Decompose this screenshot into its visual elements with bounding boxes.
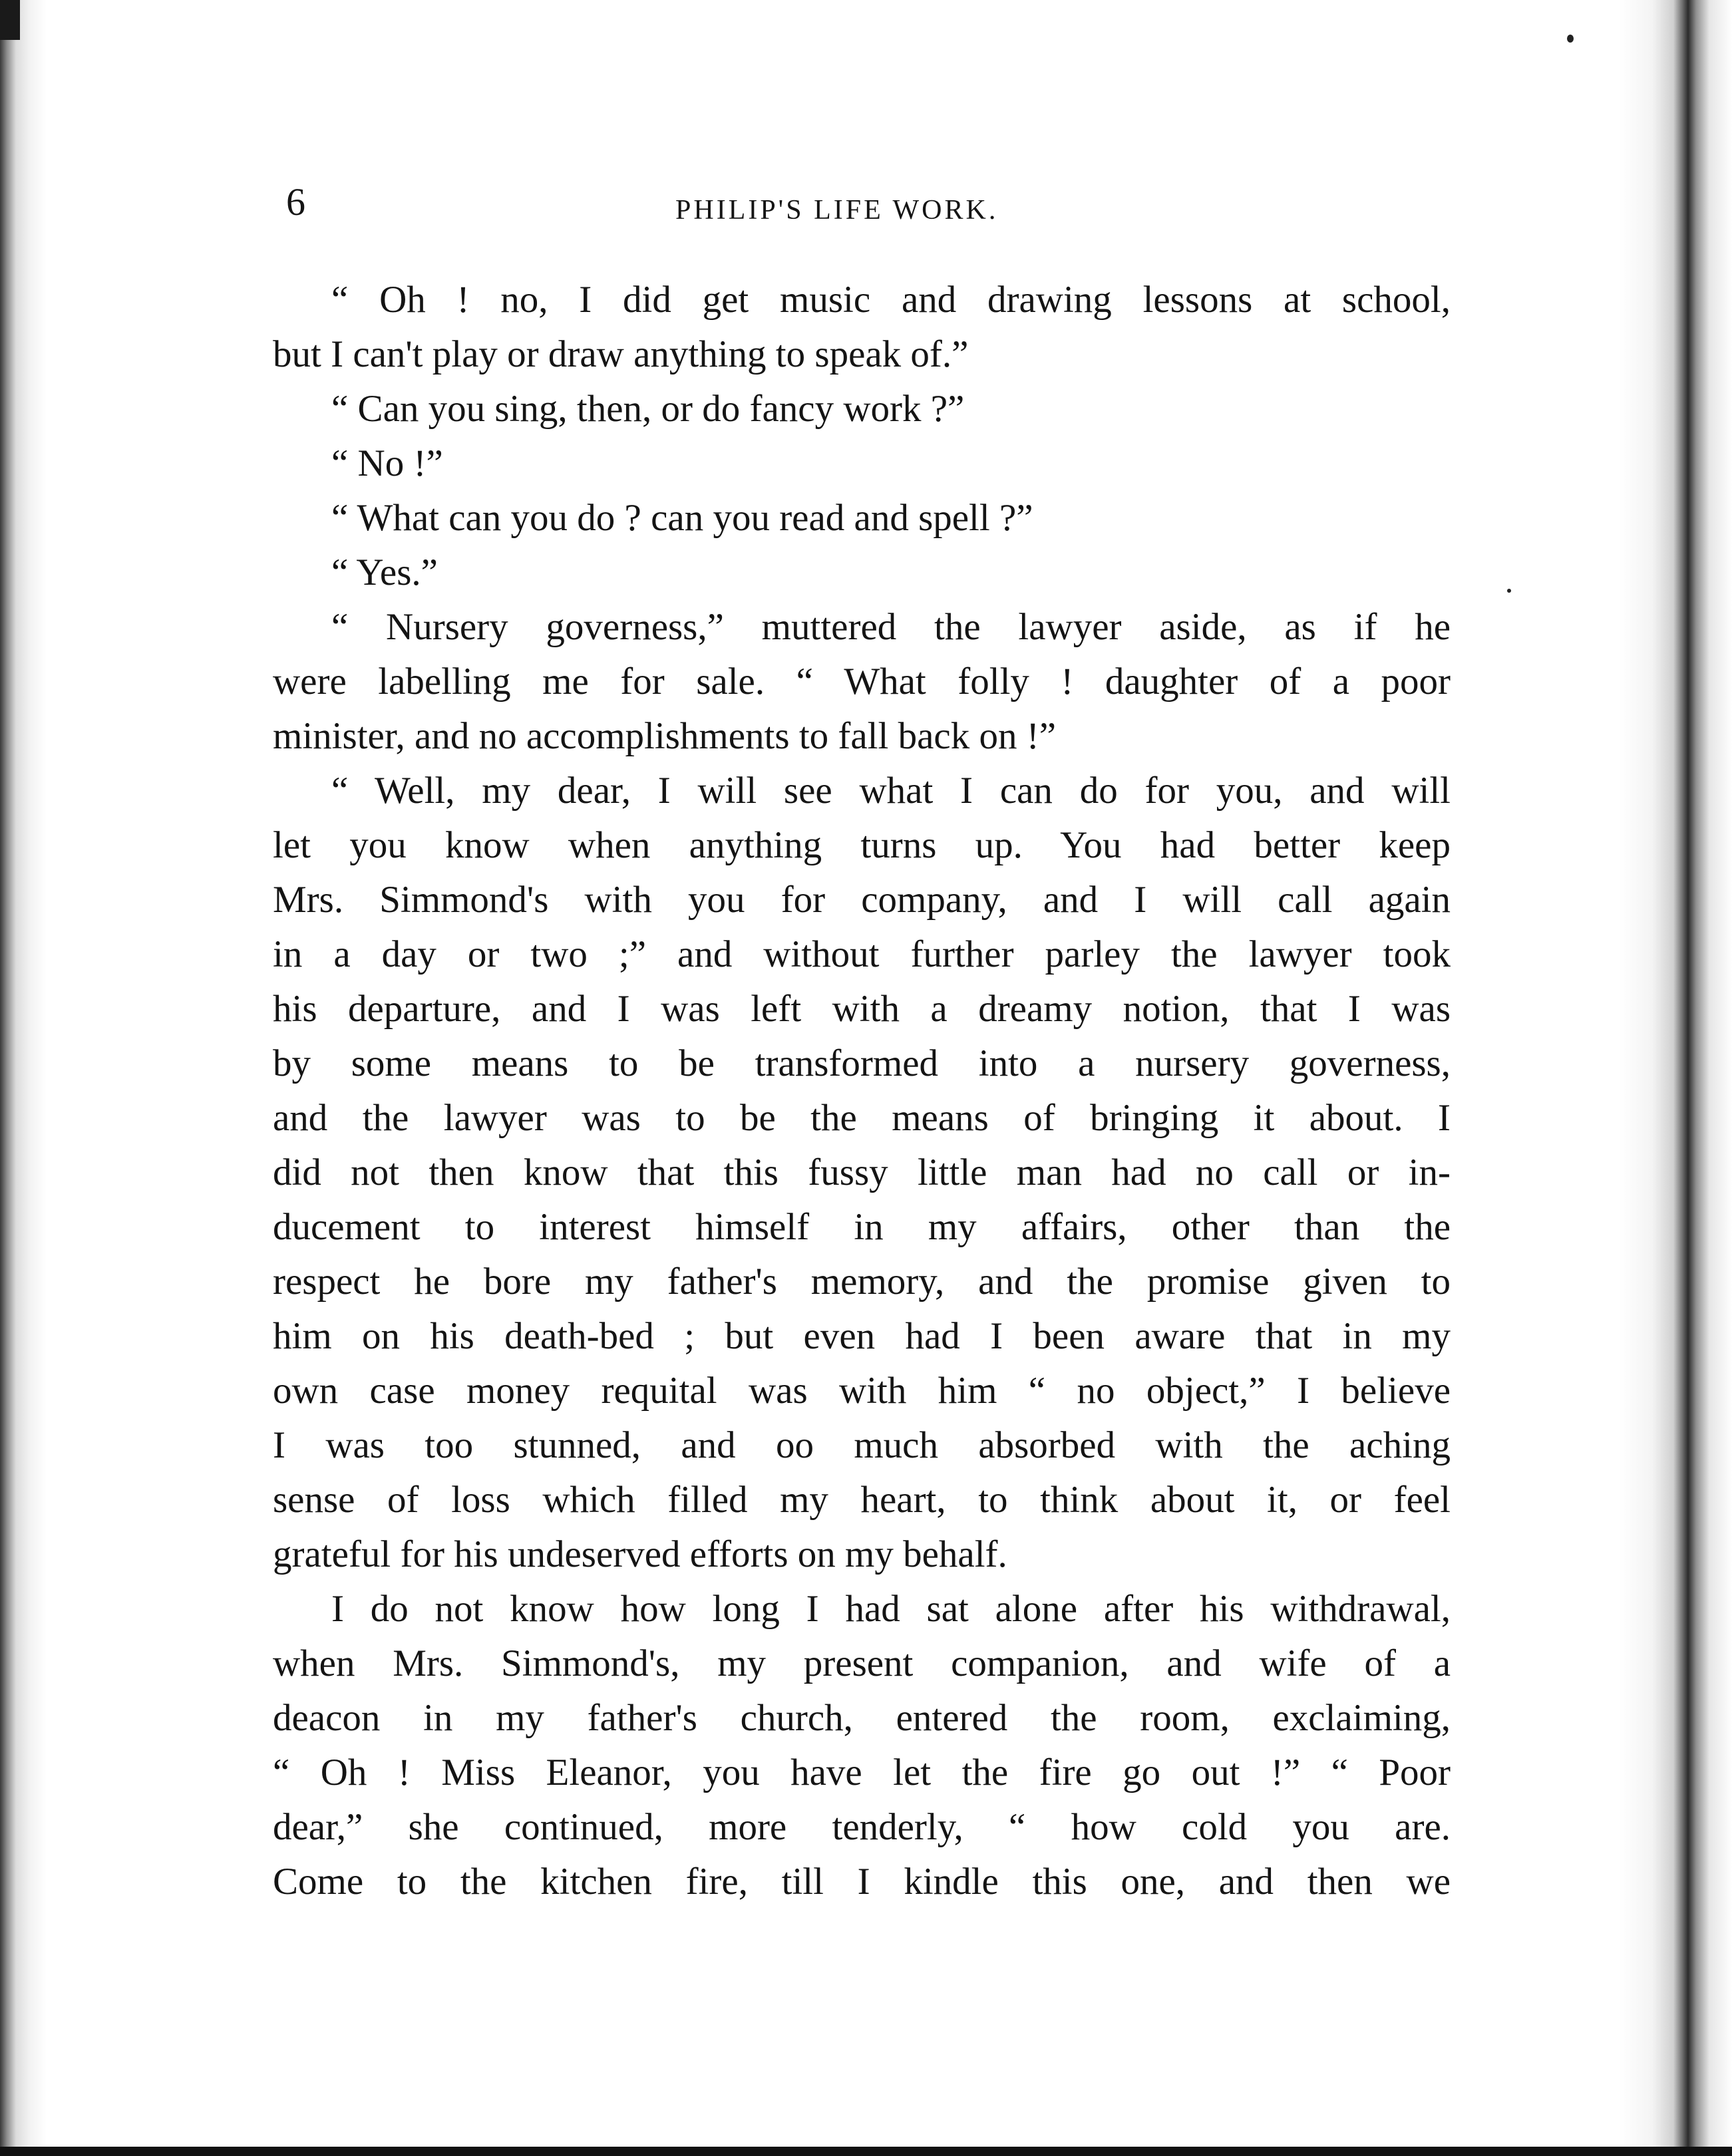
text-line: in a day or two ;” and without further parley the lawyer took bbox=[273, 933, 1451, 975]
text-line: I do not know how long I had sat alone after his withdrawal, bbox=[331, 1588, 1451, 1630]
text-line: him on his death-bed ; but even had I been aware that in my bbox=[273, 1315, 1451, 1357]
text-line: deacon in my father's church, entered the room, exclaiming, bbox=[273, 1697, 1451, 1739]
text-line: but I can't play or draw anything to speak of.” bbox=[273, 333, 969, 375]
body-text bbox=[273, 273, 1451, 1909]
text-line: grateful for his undeserved efforts on my behalf. bbox=[273, 1533, 1007, 1575]
text-line: his departure, and I was left with a dreamy notion, that I was bbox=[273, 988, 1451, 1030]
scan-corner-mark bbox=[0, 0, 20, 40]
scan-speck bbox=[1567, 35, 1574, 43]
text-line: I was too stunned, and oo much absorbed with the aching bbox=[273, 1424, 1451, 1466]
scan-edge-right bbox=[1619, 0, 1732, 2156]
text-line: “ No !” bbox=[331, 442, 443, 484]
text-line: “ Yes.” bbox=[331, 551, 438, 593]
text-line: “ Can you sing, then, or do fancy work ?” bbox=[331, 388, 965, 430]
text-line: “ What can you do ? can you read and spell ?” bbox=[331, 497, 1033, 539]
text-line: respect he bore my father's memory, and the promise given to bbox=[273, 1261, 1451, 1303]
text-line: did not then know that this fussy little man had no call or in- bbox=[273, 1152, 1451, 1193]
text-line: minister, and no accomplishments to fall back on !” bbox=[273, 715, 1056, 757]
text-line: Come to the kitchen fire, till I kindle this one, and then we bbox=[273, 1861, 1451, 1903]
text-line: “ Oh ! no, I did get music and drawing lessons at school, bbox=[331, 279, 1451, 321]
page-number: 6 bbox=[286, 180, 306, 224]
text-line: ducement to interest himself in my affairs, other than the bbox=[273, 1206, 1451, 1248]
text-line: dear,” she continued, more tenderly, “ how cold you are. bbox=[273, 1806, 1451, 1848]
text-line: “ Oh ! Miss Eleanor, you have let the fire go out !” “ Poor bbox=[273, 1752, 1451, 1793]
running-title: PHILIP'S LIFE WORK. bbox=[675, 195, 999, 226]
page-header bbox=[0, 180, 1732, 239]
text-line: when Mrs. Simmond's, my present companion, and wife of a bbox=[273, 1642, 1451, 1684]
scan-edge-left bbox=[0, 0, 47, 2156]
text-line: “ Well, my dear, I will see what I can do for you, and will bbox=[331, 770, 1451, 812]
text-line: “ Nursery governess,” muttered the lawyer aside, as if he bbox=[331, 606, 1451, 648]
text-line: were labelling me for sale. “ What folly ! daughter of a poor bbox=[273, 661, 1451, 702]
scan-edge-bottom bbox=[0, 2147, 1732, 2156]
text-line: and the lawyer was to be the means of bringing it about. I bbox=[273, 1097, 1451, 1139]
text-line: by some means to be transformed into a nursery governess, bbox=[273, 1042, 1451, 1084]
text-line: let you know when anything turns up. You had better keep bbox=[273, 824, 1451, 866]
text-line: Mrs. Simmond's with you for company, and I will call again bbox=[273, 879, 1451, 921]
text-line: own case money requital was with him “ no object,” I believe bbox=[273, 1370, 1451, 1412]
text-line: sense of loss which filled my heart, to think about it, or feel bbox=[273, 1479, 1451, 1521]
scan-speck bbox=[1507, 589, 1511, 593]
